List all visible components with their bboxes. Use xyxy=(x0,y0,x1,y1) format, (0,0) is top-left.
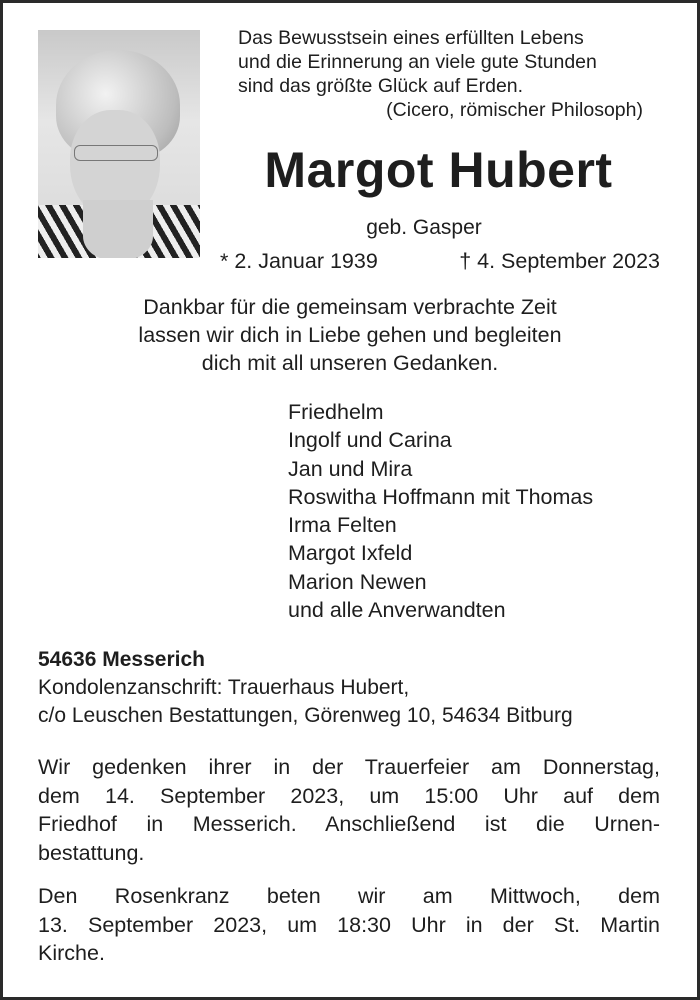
family-list xyxy=(288,398,593,624)
rosary-info xyxy=(38,882,660,968)
family-member: Irma Felten xyxy=(288,513,397,538)
portrait-photo xyxy=(38,30,200,258)
rosary-line: 13. September 2023, um 18:30 Uhr in der St. Martin xyxy=(38,912,660,937)
rosary-line: Den Rosenkranz beten wir am Mittwoch, dem xyxy=(38,884,660,908)
funeral-line: dem 14. September 2023, um 15:00 Uhr auf dem xyxy=(38,783,660,808)
funeral-info xyxy=(38,753,660,867)
family-member: Marion Newen xyxy=(288,569,427,594)
funeral-line: Friedhof in Messerich. Anschließend ist die Urnen- xyxy=(38,812,660,836)
thanks-line: Dankbar für die gemeinsam verbrachte Zeit xyxy=(143,295,557,319)
maiden-name: geb. Gasper xyxy=(366,216,482,239)
life-dates xyxy=(220,247,660,275)
quote-attribution: (Cicero, römischer Philosoph) xyxy=(386,99,643,121)
family-member: Margot Ixfeld xyxy=(288,541,413,566)
quote-line: und die Erinnerung an viele gute Stunden xyxy=(238,51,597,73)
family-member: und alle Anverwandten xyxy=(288,598,506,623)
death-date: † 4. September 2023 xyxy=(459,249,660,273)
quote-line: sind das größte Glück auf Erden. xyxy=(238,75,524,97)
family-member: Friedhelm xyxy=(288,400,384,424)
funeral-line: bestattung. xyxy=(38,840,145,865)
funeral-line: Wir gedenken ihrer in der Trauerfeier am Donnerstag, xyxy=(38,755,660,779)
family-member: Ingolf und Carina xyxy=(288,428,452,453)
address-block xyxy=(38,646,573,730)
quote-line: Das Bewusstsein eines erfüllten Lebens xyxy=(238,27,584,49)
thanks-text xyxy=(40,293,660,377)
thanks-line: dich mit all unseren Gedanken. xyxy=(201,351,499,375)
deceased-name: Margot Hubert xyxy=(264,142,613,198)
rosary-line: Kirche. xyxy=(38,941,105,965)
birth-date: * 2. Januar 1939 xyxy=(220,249,378,273)
thanks-line: lassen wir dich in Liebe gehen und begleiten xyxy=(138,323,562,347)
condolence-address-line: Kondolenzanschrift: Trauerhaus Hubert, xyxy=(38,676,410,699)
family-member: Jan und Mira xyxy=(288,456,413,481)
condolence-address-line: c/o Leuschen Bestattungen, Görenweg 10, 54634 Bitburg xyxy=(38,704,573,727)
town: 54636 Messerich xyxy=(38,648,205,671)
family-member: Roswitha Hoffmann mit Thomas xyxy=(288,484,594,509)
quote xyxy=(238,26,668,122)
